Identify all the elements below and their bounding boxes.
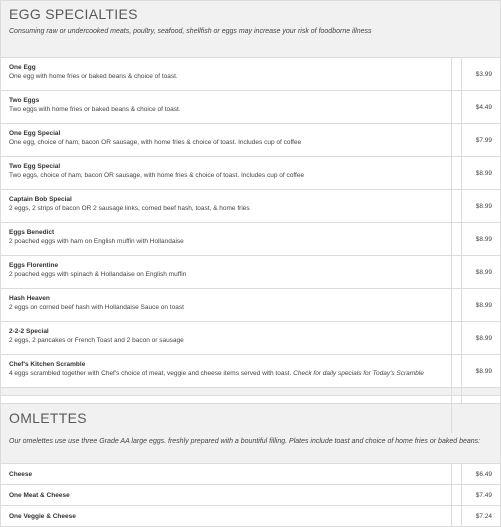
item-price: $6.49 [462,464,501,485]
item-price: $7.24 [462,506,501,527]
item-name: Chef's Kitchen Scramble [9,361,86,368]
item-name: Eggs Florentine [9,262,59,269]
section-note: Our omelettes use use three Grade AA large eggs. freshly prepared with a bountiful filling. Plates include toast and choice of home fries or baked beans: [9,438,481,445]
item-desc: 2 poached eggs with ham on English muffin with Hollandaise [9,238,184,245]
item-price: $4.49 [462,91,501,124]
menu-item [1,157,501,190]
item-name: One Veggie & Cheese [9,512,76,520]
menu-item [1,289,501,322]
item-price: $8.99 [462,256,501,289]
menu-item [1,91,501,124]
menu-item [1,322,501,355]
item-desc: 4 eggs scrambled together with Chef's choice of meat, veggie and cheese items served with toast. [9,370,292,377]
item-price: $8.99 [462,190,501,223]
section-title: OMLETTES [9,410,87,426]
section-note: Consuming raw or undercooked meats, poultry, seafood, shellfish or eggs may increase your risk of foodborne illness [9,28,372,35]
item-name: Eggs Benedict [9,229,55,236]
item-name: One Meat & Cheese [9,491,70,499]
item-price: $8.99 [462,289,501,322]
item-price: $8.99 [462,322,501,355]
item-desc: 2 eggs on corned beef hash with Hollandaise Sauce on toast [9,304,184,311]
item-name: Captain Bob Special [9,196,72,203]
item-desc: One egg with home fries or baked beans & choice of toast. [9,73,178,80]
item-desc: 2 eggs, 2 pancakes or French Toast and 2 bacon or sausage [9,337,184,344]
item-price: $8.99 [462,223,501,256]
egg-specialties-section-header [1,1,501,58]
menu-item [1,256,501,289]
item-desc: One egg, choice of ham, bacon OR sausage, with home fries & choice of toast. Includes cup of coffee [9,139,302,146]
item-price: $7.49 [462,485,501,506]
item-price: $8.99 [462,157,501,190]
menu-item [1,355,501,388]
omelettes-items [1,464,501,527]
item-name: 2-2-2 Special [9,328,49,335]
menu-item [1,485,501,506]
section-title: EGG SPECIALTIES [9,6,138,22]
item-name: Hash Heaven [9,295,50,302]
item-price: $8.99 [462,355,501,388]
menu-item [1,506,501,527]
item-desc: Two eggs with home fries or baked beans & choice of toast. [9,106,181,113]
omelettes-section-header [1,404,501,464]
item-price: $7.99 [462,124,501,157]
menu-item [1,190,501,223]
item-desc: 2 eggs, 2 strips of bacon OR 2 sausage links, corned beef hash, toast, & home fries [9,205,250,212]
item-price: $3.99 [462,58,501,91]
item-name: One Egg [9,64,36,71]
item-name: Cheese [9,470,33,478]
menu-item [1,58,501,91]
menu-item [1,124,501,157]
menu-item [1,464,501,485]
item-desc-italic: Check for daily specials for Today's Scramble [293,370,424,377]
egg-specialties-items [1,58,501,388]
item-desc: 2 poached eggs with spinach & Hollandaise on English muffin [9,271,187,278]
item-desc: Two eggs, choice of ham, bacon OR sausage, with home fries & choice of toast. Includes cup of coffee [9,172,305,179]
item-name: One Egg Special [9,130,61,137]
section-spacer [1,388,501,404]
item-name: Two Egg Special [9,163,61,170]
item-name: Two Eggs [9,97,40,104]
menu-item [1,223,501,256]
